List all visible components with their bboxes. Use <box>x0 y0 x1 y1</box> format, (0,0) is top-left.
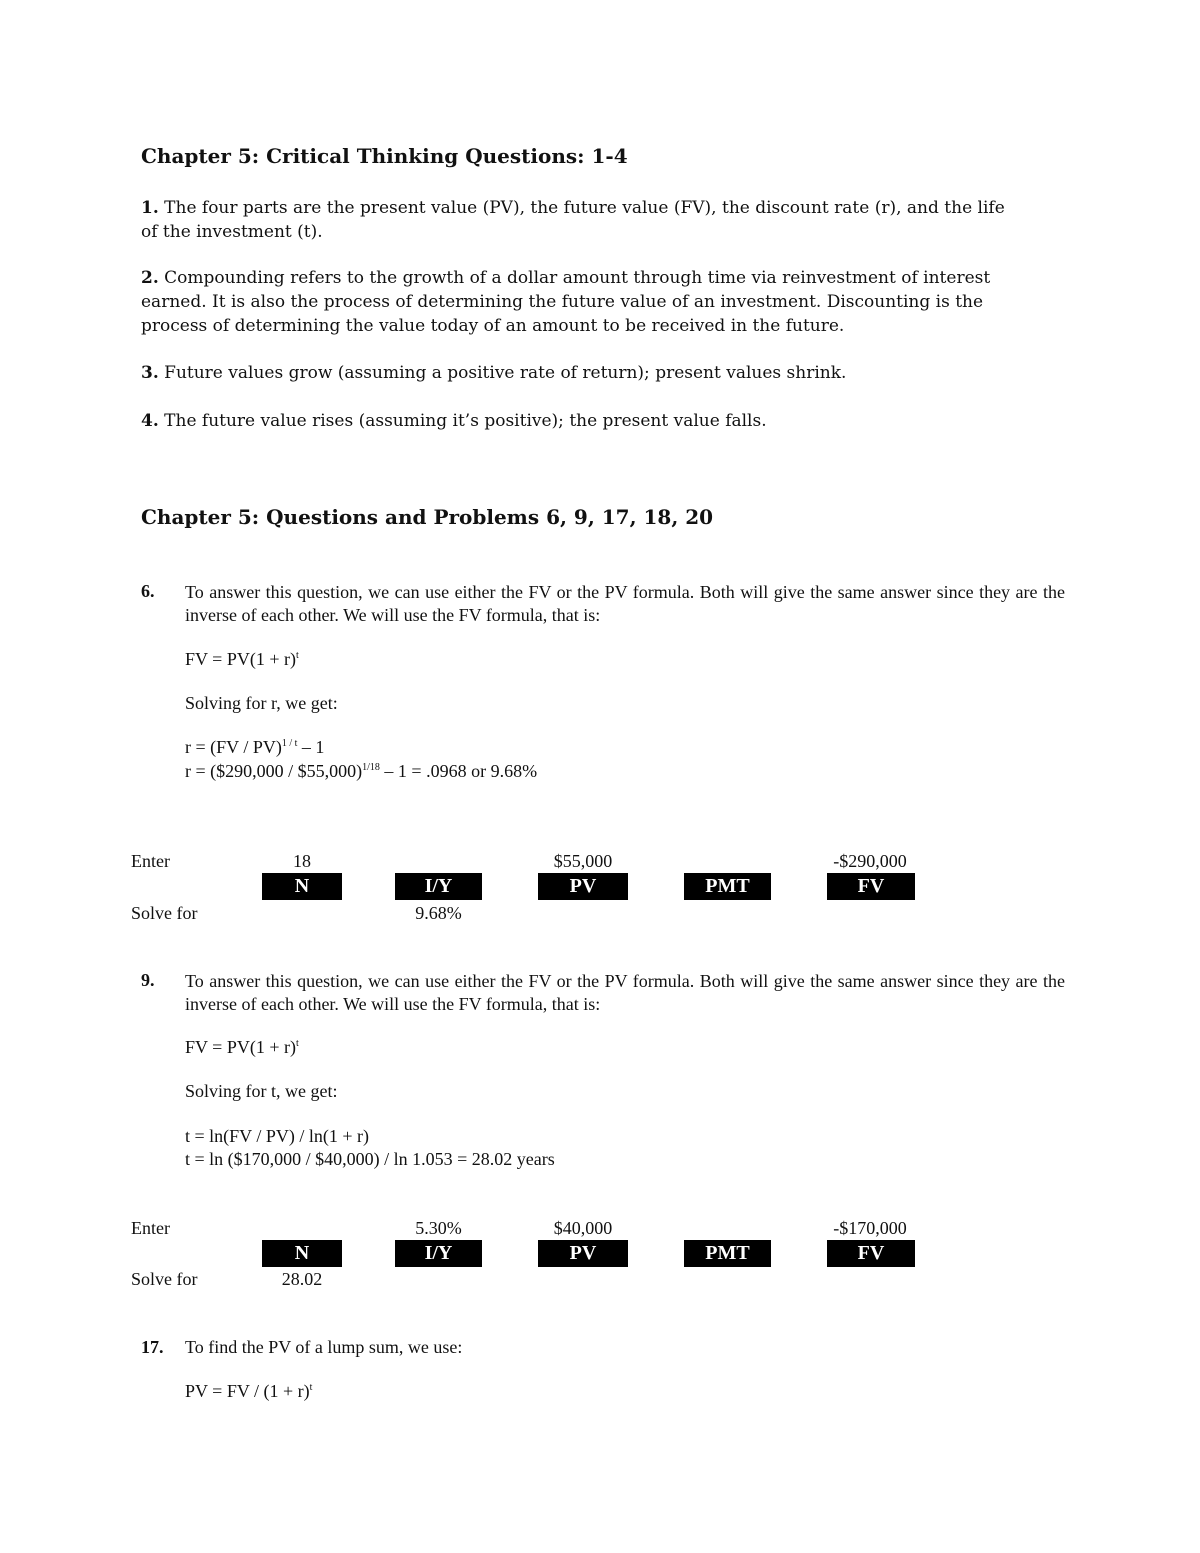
problem-17-formula: PV = FV / $(1 + r)^t$ <box>185 1381 313 1401</box>
calc2-enter-label: Enter <box>131 1218 170 1238</box>
answer-number: 1. <box>141 198 159 218</box>
calc1-n-key: N <box>262 873 342 900</box>
problem-9-formula: FV = $PV(1 + r)^t$ <box>185 1037 299 1057</box>
calc2-n-result: 28.02 <box>281 1269 323 1289</box>
calc1-enter-label: Enter <box>131 851 170 871</box>
problem-9-equation-1: t = ln(FV / PV) / ln(1 + r) <box>185 1126 369 1146</box>
section-title-problems: Chapter 5: Questions and Problems 6, 9, 17, 18, 20 <box>141 505 714 529</box>
answer-3 <box>141 361 1021 385</box>
calc2-fv-value: -$170,000 <box>833 1218 907 1238</box>
calc2-iy-key: I/Y <box>395 1240 482 1267</box>
problem-6-number: 6. <box>141 581 155 601</box>
calc1-n-value: 18 <box>293 851 311 871</box>
answer-2 <box>141 266 1021 338</box>
answer-1 <box>141 196 1021 244</box>
problem-9-equation-2: t = ln ($170,000 / $40,000) / ln 1.053 = 28.02 years <box>185 1149 555 1169</box>
calc2-n-key: N <box>262 1240 342 1267</box>
calc1-solve-label: Solve for <box>131 903 198 923</box>
problem-6-formula: FV = $PV(1 + r)^t$ <box>185 649 299 669</box>
answer-number: 2. <box>141 268 159 288</box>
answer-number: 3. <box>141 363 159 383</box>
problem-17-intro: To find the PV of a lump sum, we use: <box>185 1337 463 1357</box>
answer-text: The future value rises (assuming it’s positive); the present value falls. <box>164 411 767 431</box>
answer-4 <box>141 409 1021 433</box>
calc1-pmt-key: PMT <box>684 873 771 900</box>
calc2-fv-key: FV <box>827 1240 915 1267</box>
answer-text: Future values grow (assuming a positive rate of return); present values shrink. <box>164 363 847 383</box>
calc1-fv-value: -$290,000 <box>833 851 907 871</box>
problem-9-intro: To answer this question, we can use either the FV or the PV formula. Both will give the same answer since they are the inverse of each other. We will use the FV formula, that is: <box>185 971 1065 1014</box>
calc1-pv-value: $55,000 <box>553 851 613 871</box>
calc2-pv-value: $40,000 <box>553 1218 613 1238</box>
problem-6-intro: To answer this question, we can use either the FV or the PV formula. Both will give the same answer since they are the inverse of each other. We will use the FV formula, that is: <box>185 582 1065 625</box>
calc2-pmt-key: PMT <box>684 1240 771 1267</box>
answer-number: 4. <box>141 411 159 431</box>
section-title-critical-thinking: Chapter 5: Critical Thinking Questions: 1-4 <box>141 144 628 168</box>
calc1-pv-key: PV <box>538 873 628 900</box>
calc2-solve-label: Solve for <box>131 1269 198 1289</box>
calc2-pv-key: PV <box>538 1240 628 1267</box>
problem-6-equation-1: r = (FV / PV)$^{1 / t}$ – 1 <box>185 737 325 757</box>
calc1-iy-result: 9.68% <box>415 903 462 923</box>
problem-6-solving: Solving for r, we get: <box>185 693 338 713</box>
calc1-fv-key: FV <box>827 873 915 900</box>
answer-text: The four parts are the present value (PV), the future value (FV), the discount rate (r), and the life of the investment (t). <box>141 198 1005 242</box>
problem-17-number: 17. <box>141 1337 164 1357</box>
problem-9-number: 9. <box>141 970 155 990</box>
answer-text: Compounding refers to the growth of a dollar amount through time via reinvestment of interest earned. It is also the process of determining the future value of an investment. Discounting is the process of determining the value today of an amount to be received in the future. <box>141 268 991 336</box>
calc2-iy-value: 5.30% <box>415 1218 462 1238</box>
calc1-iy-key: I/Y <box>395 873 482 900</box>
problem-9-solving: Solving for t, we get: <box>185 1081 338 1101</box>
problem-6-equation-2: r = ($290,000 / $55,000)$^{1/18}$ – 1 = .0968 or 9.68% <box>185 761 538 781</box>
